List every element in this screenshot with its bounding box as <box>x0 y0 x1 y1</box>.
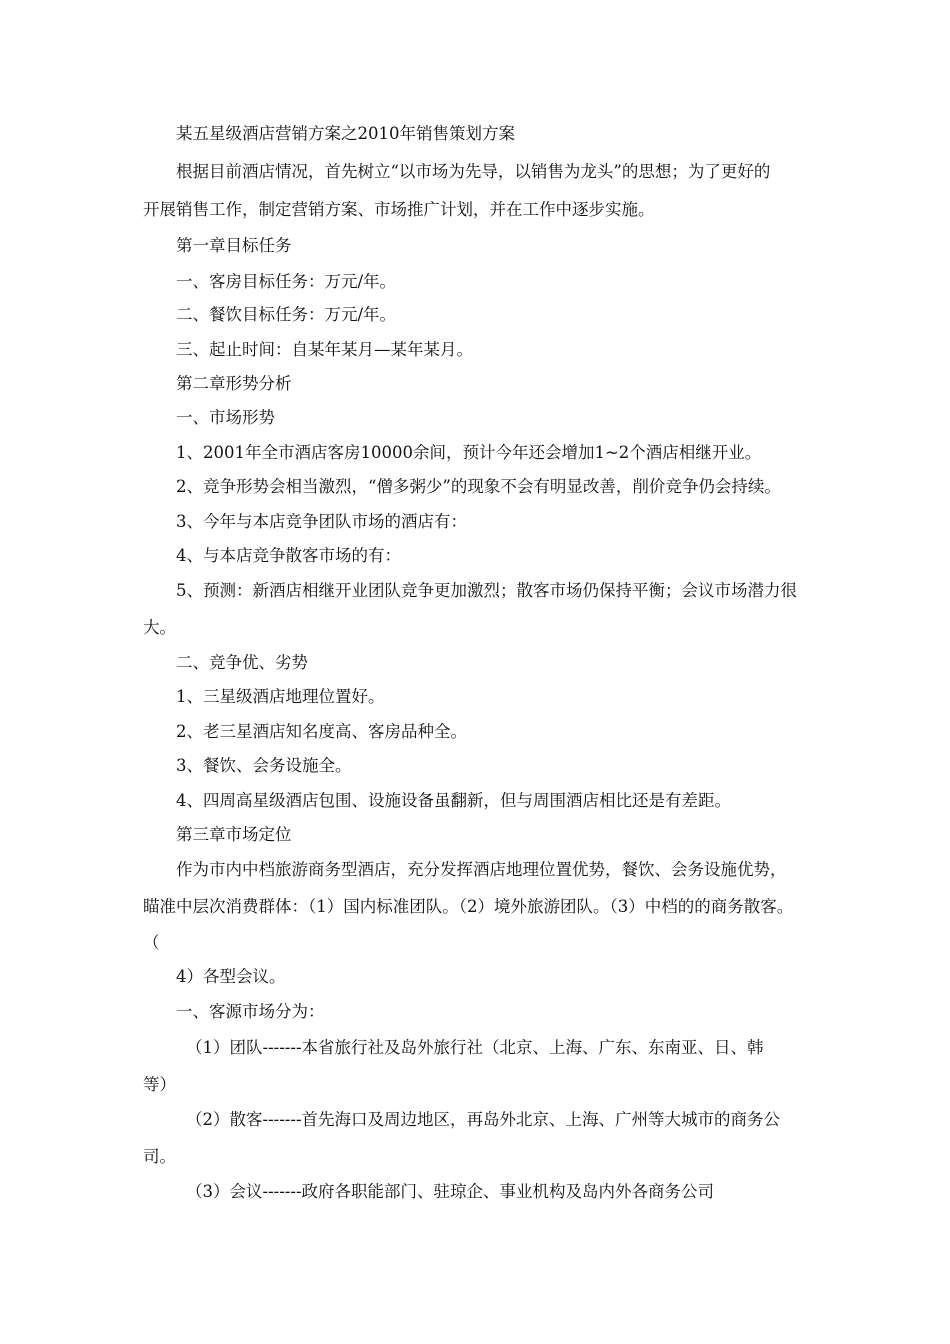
paragraph-line: 5、预测：新酒店相继开业团队竞争更加激烈；散客市场仍保持平衡；会议市场潜力很 <box>176 581 797 600</box>
paragraph-line: 3、餐饮、会务设施全。 <box>176 756 352 775</box>
paragraph-line: 4、四周高星级酒店包围、设施设备虽翻新，但与周围酒店相比还是有差距。 <box>176 791 731 810</box>
chapter-heading: 第一章目标任务 <box>176 236 292 255</box>
paragraph-line: 开展销售工作，制定营销方案、市场推广计划，并在工作中逐步实施。 <box>143 200 655 219</box>
paragraph-line: （3）会议-------政府各职能部门、驻琼企、事业机构及岛内外各商务公司 <box>186 1182 715 1201</box>
paragraph-line: 大。 <box>143 618 176 637</box>
section-heading: 二、竞争优、劣势 <box>176 653 308 672</box>
paragraph-line: 根据目前酒店情况，首先树立“以市场为先导，以销售为龙头”的思想；为了更好的 <box>176 162 771 181</box>
section-heading: 一、客源市场分为： <box>176 1002 325 1021</box>
paragraph-line: 司。 <box>143 1147 176 1166</box>
paragraph-line: 等） <box>143 1075 176 1094</box>
paragraph-line: （ <box>143 933 160 952</box>
document-title: 某五星级酒店营销方案之2010年销售策划方案 <box>176 124 515 143</box>
paragraph-line: 三、起止时间：自某年某月—某年某月。 <box>176 340 473 359</box>
paragraph-line: 作为市内中档旅游商务型酒店，充分发挥酒店地理位置优势，餐饮、会务设施优势， <box>176 860 787 879</box>
section-heading: 一、市场形势 <box>176 408 275 427</box>
paragraph-line: 4、与本店竞争散客市场的有： <box>176 546 401 565</box>
paragraph-line: 二、餐饮目标任务：万元/年。 <box>176 305 397 324</box>
paragraph-line: 4）各型会议。 <box>176 967 286 986</box>
paragraph-line: 1、三星级酒店地理位置好。 <box>176 687 385 706</box>
paragraph-line: 2、竞争形势会相当激烈，“僧多粥少”的现象不会有明显改善，削价竞争仍会持续。 <box>176 477 781 496</box>
paragraph-line: 3、今年与本店竞争团队市场的酒店有： <box>176 512 467 531</box>
paragraph-line: （1）团队-------本省旅行社及岛外旅行社（北京、上海、广东、东南亚、日、韩 <box>186 1038 764 1057</box>
paragraph-line: 瞄准中层次消费群体：（1）国内标准团队。（2）境外旅游团队。（3）中档的的商务散客。 <box>143 897 794 916</box>
paragraph-line: （2）散客-------首先海口及周边地区，再岛外北京、上海、广州等大城市的商务公 <box>186 1110 781 1129</box>
chapter-heading: 第三章市场定位 <box>176 825 292 844</box>
paragraph-line: 一、客房目标任务：万元/年。 <box>176 272 397 291</box>
chapter-heading: 第二章形势分析 <box>176 374 292 393</box>
paragraph-line: 2、老三星酒店知名度高、客房品种全。 <box>176 722 467 741</box>
paragraph-line: 1、2001年全市酒店客房10000余间，预计今年还会增加1~2个酒店相继开业。 <box>176 443 762 462</box>
